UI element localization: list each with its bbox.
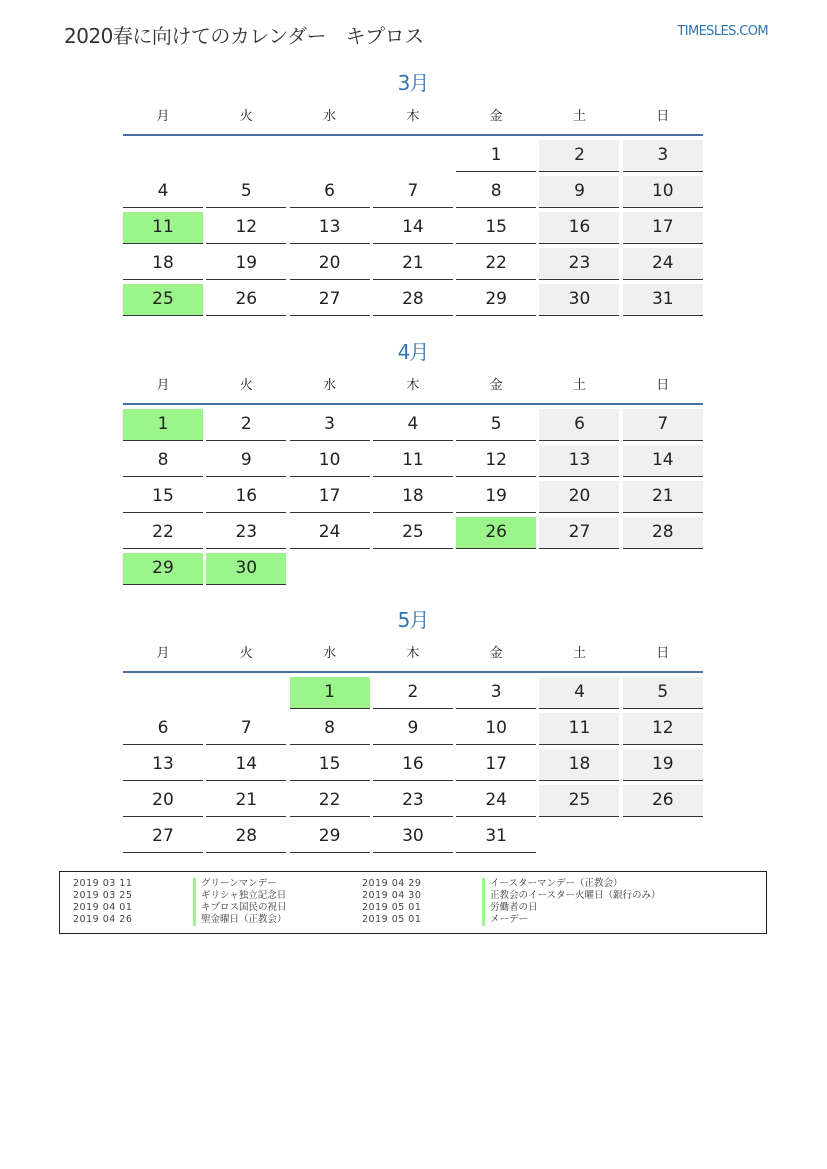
day-cell[interactable]: 20 — [539, 481, 619, 513]
holiday-legend — [59, 871, 767, 934]
day-cell[interactable]: 19 — [456, 481, 536, 513]
day-cell[interactable]: 23 — [539, 248, 619, 280]
day-cell[interactable]: 24 — [456, 785, 536, 817]
empty-cell — [206, 677, 286, 709]
legend-holiday-name: メーデー — [482, 914, 782, 926]
weekday-label: 火 — [239, 378, 253, 393]
legend-holiday-name: グリーンマンデー — [193, 878, 493, 890]
day-cell[interactable]: 6 — [290, 176, 370, 208]
day-cell-holiday[interactable]: 1 — [123, 409, 203, 441]
day-cell[interactable]: 7 — [623, 409, 703, 441]
day-cell[interactable]: 2 — [206, 409, 286, 441]
day-cell[interactable]: 19 — [206, 248, 286, 280]
day-cell[interactable]: 10 — [456, 713, 536, 745]
day-cell[interactable]: 15 — [123, 481, 203, 513]
day-cell[interactable]: 3 — [290, 409, 370, 441]
day-cell-holiday[interactable]: 1 — [290, 677, 370, 709]
day-cell[interactable]: 3 — [623, 140, 703, 172]
legend-holiday-name: イースターマンデー（正教会） — [482, 878, 782, 890]
legend-holiday-name: ギリシャ独立記念日 — [193, 890, 493, 902]
day-cell-holiday[interactable]: 29 — [123, 553, 203, 585]
legend-holiday-name: 聖金曜日（正教会） — [193, 914, 493, 926]
day-cell[interactable]: 16 — [206, 481, 286, 513]
weekday-label: 月 — [156, 646, 170, 661]
day-cell[interactable]: 27 — [539, 517, 619, 549]
weekday-label: 水 — [323, 378, 337, 393]
day-cell[interactable]: 1 — [456, 140, 536, 172]
day-cell[interactable]: 31 — [456, 821, 536, 853]
day-cell-holiday[interactable]: 11 — [123, 212, 203, 244]
day-cell[interactable]: 12 — [456, 445, 536, 477]
day-cell-holiday[interactable]: 30 — [206, 553, 286, 585]
month-rule — [123, 134, 703, 136]
weekday-label: 金 — [489, 646, 503, 661]
day-cell[interactable]: 23 — [206, 517, 286, 549]
days-grid — [123, 409, 703, 585]
day-cell[interactable]: 29 — [290, 821, 370, 853]
legend-date: 2019 05 01 — [362, 902, 422, 913]
legend-date: 2019 03 25 — [73, 890, 133, 901]
day-cell[interactable]: 5 — [206, 176, 286, 208]
day-cell[interactable]: 14 — [623, 445, 703, 477]
day-cell[interactable]: 6 — [539, 409, 619, 441]
weekday-header — [123, 643, 703, 665]
weekday-label: 火 — [239, 646, 253, 661]
day-cell[interactable]: 4 — [373, 409, 453, 441]
day-cell[interactable]: 25 — [539, 785, 619, 817]
weekday-label: 水 — [323, 109, 337, 124]
day-cell[interactable]: 14 — [206, 749, 286, 781]
legend-holiday-name: 労働者の日 — [482, 902, 782, 914]
weekday-label: 日 — [656, 109, 670, 124]
day-cell[interactable]: 5 — [456, 409, 536, 441]
day-cell[interactable]: 2 — [373, 677, 453, 709]
legend-date: 2019 05 01 — [362, 914, 422, 925]
day-cell[interactable]: 13 — [539, 445, 619, 477]
weekday-header — [123, 106, 703, 128]
day-cell[interactable]: 11 — [373, 445, 453, 477]
day-cell[interactable]: 26 — [623, 785, 703, 817]
day-cell[interactable]: 22 — [456, 248, 536, 280]
day-cell[interactable]: 7 — [373, 176, 453, 208]
day-cell[interactable]: 16 — [373, 749, 453, 781]
month-rule — [123, 671, 703, 673]
day-cell[interactable]: 8 — [456, 176, 536, 208]
day-cell[interactable]: 24 — [623, 248, 703, 280]
weekday-label: 月 — [156, 109, 170, 124]
days-grid — [123, 677, 703, 853]
page-title: 2020春に向けてのカレンダー キプロス — [64, 24, 424, 48]
month-march — [123, 70, 703, 316]
weekday-label: 水 — [323, 646, 337, 661]
legend-date: 2019 04 30 — [362, 890, 422, 901]
day-cell[interactable]: 22 — [290, 785, 370, 817]
weekday-label: 火 — [239, 109, 253, 124]
legend-holiday-name: 正教会のイースター火曜日（銀行のみ） — [482, 890, 782, 902]
day-cell[interactable]: 21 — [623, 481, 703, 513]
day-cell[interactable]: 13 — [290, 212, 370, 244]
legend-date: 2019 04 29 — [362, 878, 422, 889]
day-cell[interactable]: 28 — [623, 517, 703, 549]
day-cell[interactable]: 13 — [123, 749, 203, 781]
day-cell[interactable]: 9 — [539, 176, 619, 208]
day-cell[interactable]: 22 — [123, 517, 203, 549]
day-cell[interactable]: 17 — [290, 481, 370, 513]
day-cell[interactable]: 19 — [623, 749, 703, 781]
day-cell[interactable]: 31 — [623, 284, 703, 316]
legend-date: 2019 03 11 — [73, 878, 133, 889]
day-cell-holiday[interactable]: 26 — [456, 517, 536, 549]
weekday-label: 土 — [572, 378, 586, 393]
empty-cell — [373, 140, 453, 172]
day-cell[interactable]: 21 — [206, 785, 286, 817]
legend-holiday-name: キプロス国民の祝日 — [193, 902, 493, 914]
day-cell[interactable]: 30 — [539, 284, 619, 316]
day-cell[interactable]: 4 — [539, 677, 619, 709]
day-cell[interactable]: 28 — [373, 284, 453, 316]
month-title: 4月 — [397, 340, 429, 364]
day-cell[interactable]: 3 — [456, 677, 536, 709]
weekday-label: 木 — [406, 378, 420, 393]
day-cell[interactable]: 15 — [456, 212, 536, 244]
day-cell[interactable]: 10 — [290, 445, 370, 477]
month-title: 3月 — [397, 71, 429, 95]
day-cell[interactable]: 18 — [123, 248, 203, 280]
day-cell[interactable]: 7 — [206, 713, 286, 745]
weekday-label: 月 — [156, 378, 170, 393]
legend-date: 2019 04 26 — [73, 914, 133, 925]
day-cell[interactable]: 8 — [290, 713, 370, 745]
weekday-header — [123, 375, 703, 397]
day-cell[interactable]: 17 — [623, 212, 703, 244]
day-cell[interactable]: 21 — [373, 248, 453, 280]
month-title: 5月 — [397, 608, 429, 632]
day-cell-holiday[interactable]: 25 — [123, 284, 203, 316]
day-cell[interactable]: 29 — [456, 284, 536, 316]
day-cell[interactable]: 5 — [623, 677, 703, 709]
days-grid — [123, 140, 703, 316]
month-april — [123, 339, 703, 585]
legend-column-right — [362, 878, 782, 926]
day-cell[interactable]: 26 — [206, 284, 286, 316]
day-cell[interactable]: 27 — [123, 821, 203, 853]
weekday-label: 土 — [572, 109, 586, 124]
weekday-label: 金 — [489, 109, 503, 124]
day-cell[interactable]: 28 — [206, 821, 286, 853]
weekday-label: 土 — [572, 646, 586, 661]
day-cell[interactable]: 9 — [206, 445, 286, 477]
month-rule — [123, 403, 703, 405]
day-cell[interactable]: 15 — [290, 749, 370, 781]
empty-cell — [123, 677, 203, 709]
day-cell[interactable]: 10 — [623, 176, 703, 208]
day-cell[interactable]: 18 — [373, 481, 453, 513]
day-cell[interactable]: 14 — [373, 212, 453, 244]
day-cell[interactable]: 18 — [539, 749, 619, 781]
weekday-label: 日 — [656, 646, 670, 661]
day-cell[interactable]: 12 — [623, 713, 703, 745]
empty-cell — [290, 140, 370, 172]
day-cell[interactable]: 17 — [456, 749, 536, 781]
empty-cell — [206, 140, 286, 172]
day-cell[interactable]: 25 — [373, 517, 453, 549]
day-cell[interactable]: 16 — [539, 212, 619, 244]
site-link[interactable]: TIMESLES.COM — [677, 24, 768, 39]
day-cell[interactable]: 20 — [123, 785, 203, 817]
day-cell[interactable]: 24 — [290, 517, 370, 549]
day-cell[interactable]: 2 — [539, 140, 619, 172]
weekday-label: 日 — [656, 378, 670, 393]
day-cell[interactable]: 8 — [123, 445, 203, 477]
day-cell[interactable]: 12 — [206, 212, 286, 244]
day-cell[interactable]: 11 — [539, 713, 619, 745]
weekday-label: 木 — [406, 109, 420, 124]
day-cell[interactable]: 27 — [290, 284, 370, 316]
weekday-label: 木 — [406, 646, 420, 661]
day-cell[interactable]: 20 — [290, 248, 370, 280]
day-cell[interactable]: 6 — [123, 713, 203, 745]
empty-cell — [123, 140, 203, 172]
day-cell[interactable]: 9 — [373, 713, 453, 745]
month-may — [123, 607, 703, 853]
day-cell[interactable]: 30 — [373, 821, 453, 853]
day-cell[interactable]: 4 — [123, 176, 203, 208]
day-cell[interactable]: 23 — [373, 785, 453, 817]
weekday-label: 金 — [489, 378, 503, 393]
legend-date: 2019 04 01 — [73, 902, 133, 913]
